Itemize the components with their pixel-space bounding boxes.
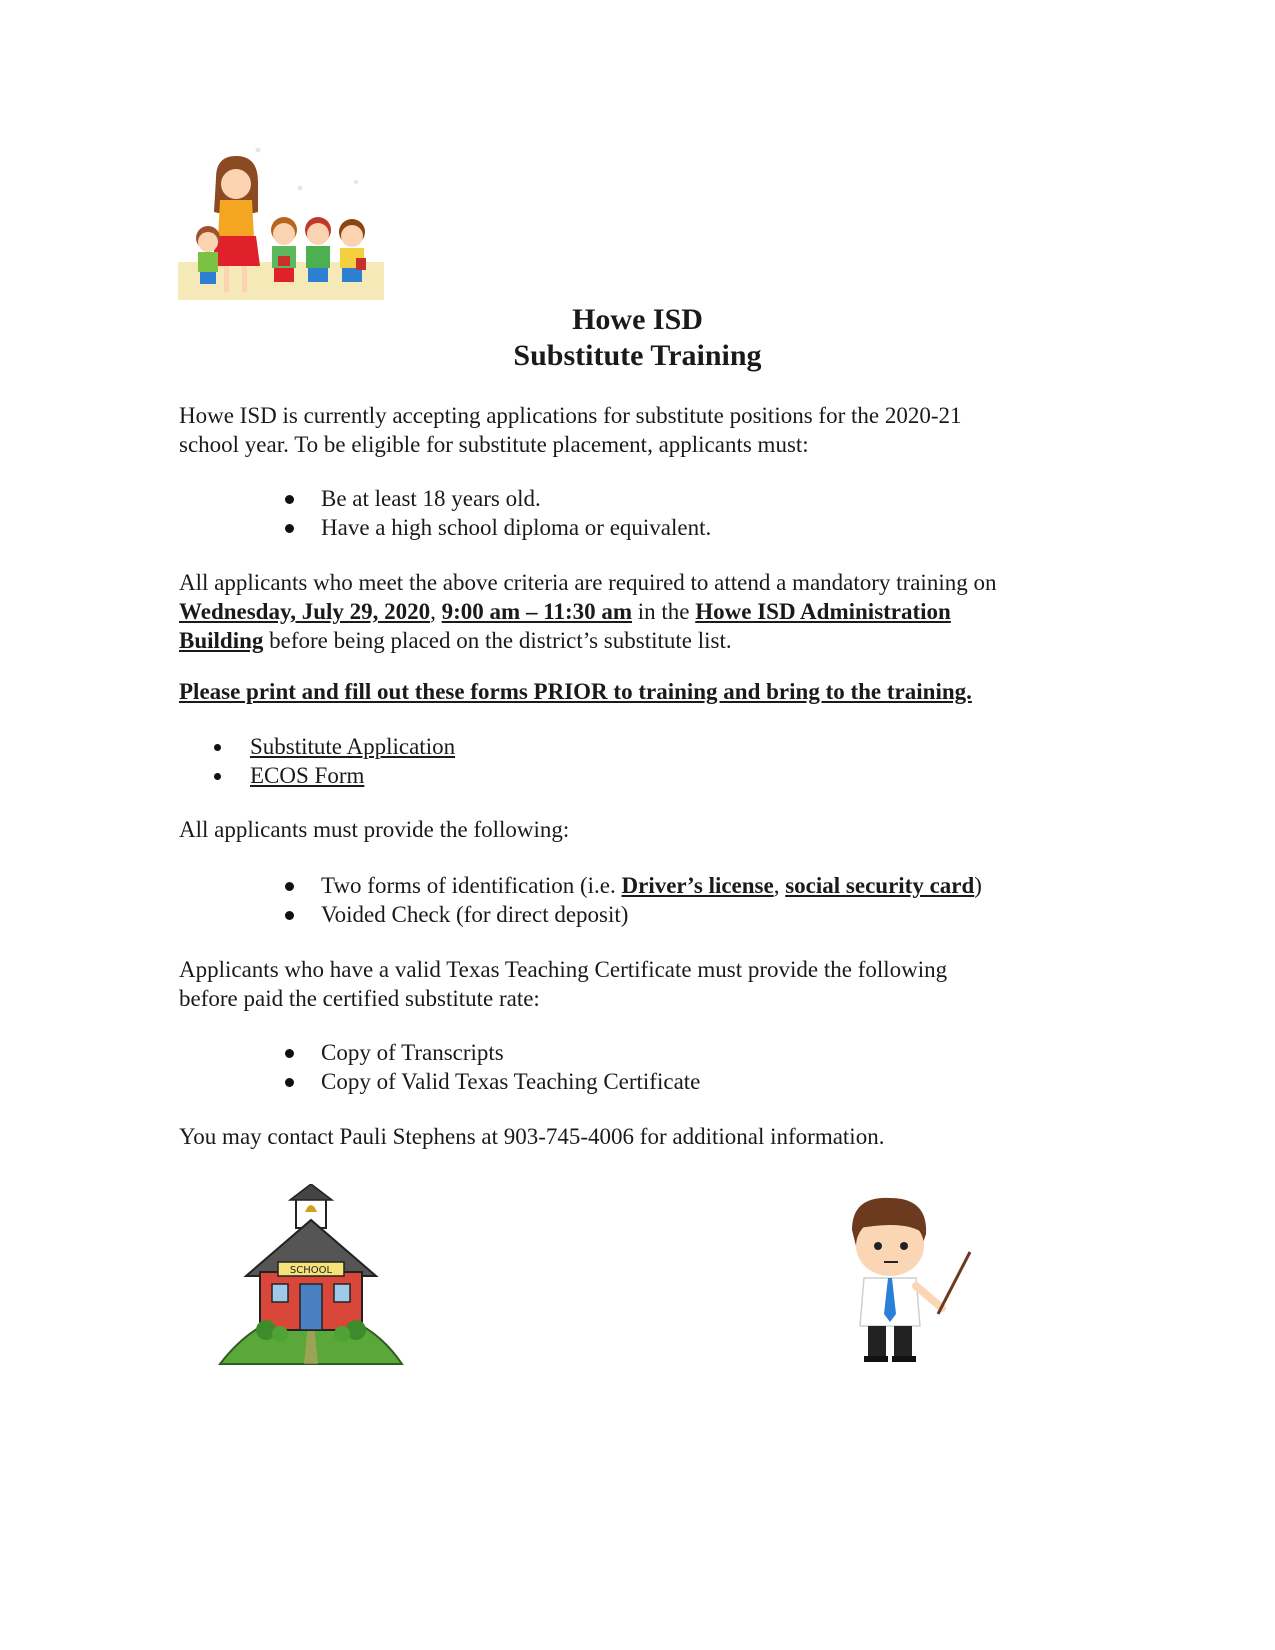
- bullet-icon: [285, 524, 294, 533]
- list-item: [214, 732, 714, 761]
- training-location-cont: Building: [179, 628, 264, 653]
- provide-list: [285, 871, 1045, 929]
- training-date: Wednesday, July 29, 2020: [179, 599, 431, 624]
- certified-list: [285, 1038, 985, 1096]
- page-title: Howe ISD: [572, 303, 703, 336]
- bullet-icon: [285, 882, 294, 891]
- list-item: Voided Check (for direct deposit): [285, 900, 1045, 929]
- list-item: Have a high school diploma or equivalent.: [285, 513, 985, 542]
- ecos-form-link[interactable]: ECOS Form: [250, 763, 365, 788]
- teacher-pointer-illustration: [814, 1186, 1010, 1370]
- list-item: [214, 761, 714, 790]
- schoolhouse-illustration: [218, 1184, 404, 1368]
- contact-text: You may contact Pauli Stephens at 903-745-4006 for additional information.: [179, 1124, 885, 1149]
- provide-lead: All applicants must provide the following:: [179, 817, 570, 842]
- eligibility-list: [285, 484, 985, 542]
- certified-paragraph: Applicants who have a valid Texas Teaching Certificate must provide the following before paid the certified substitute rate:: [179, 957, 948, 1011]
- list-item: Be at least 18 years old.: [285, 484, 985, 513]
- bullet-icon: [214, 744, 221, 751]
- substitute-application-link[interactable]: Substitute Application: [250, 734, 456, 759]
- bullet-icon: [285, 1078, 294, 1087]
- bullet-icon: [285, 495, 294, 504]
- bullet-icon: [285, 911, 294, 920]
- forms-list: [214, 732, 714, 790]
- training-lead: All applicants who meet the above criteria are required to attend a mandatory training on: [179, 570, 997, 595]
- svg-text:SCHOOL: SCHOOL: [289, 1265, 333, 1276]
- forms-notice: Please print and fill out these forms PRIOR to training and bring to the training.: [179, 679, 972, 704]
- drivers-license-text: Driver’s license: [621, 873, 774, 898]
- list-item: Two forms of identification (i.e. Driver’s license, social security card): [285, 871, 1045, 900]
- page-subtitle: Substitute Training: [513, 339, 762, 372]
- bullet-icon: [214, 773, 221, 780]
- training-paragraph: All applicants who meet the above criteria are required to attend a mandatory training on Wednesday, July 29, 2020, 9:00 am – 11:30 am in the Howe ISD Administration Building before being placed on the district’s substitute list.: [179, 568, 1039, 655]
- social-security-card-text: social security card: [785, 873, 975, 898]
- training-time: 9:00 am – 11:30 am: [441, 599, 633, 624]
- bullet-icon: [285, 1049, 294, 1058]
- list-item: Copy of Transcripts: [285, 1038, 985, 1067]
- training-location: Howe ISD Administration: [695, 599, 951, 624]
- intro-paragraph: Howe ISD is currently accepting applications for substitute positions for the 2020-21 school year. To be eligible for substitute placement, applicants must:: [179, 403, 962, 457]
- teacher-children-illustration: [178, 142, 384, 300]
- list-item: Copy of Valid Texas Teaching Certificate: [285, 1067, 985, 1096]
